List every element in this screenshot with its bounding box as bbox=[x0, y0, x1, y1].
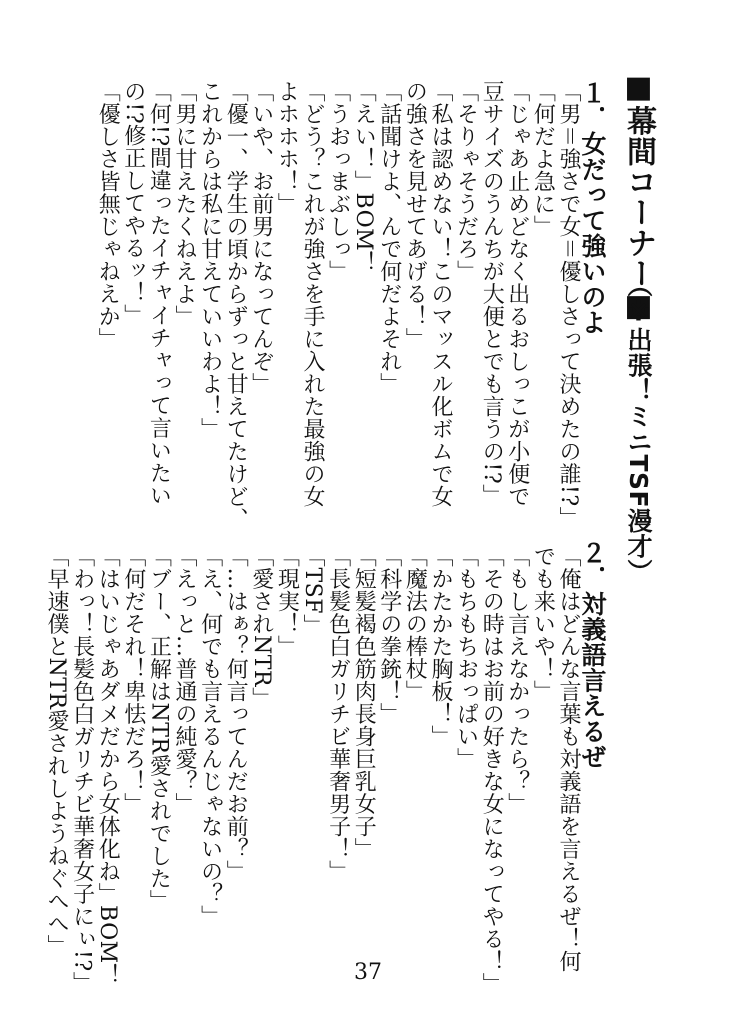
text-line: よホホホ！」 bbox=[274, 80, 300, 215]
text-line: 「愛されNTR」 bbox=[248, 545, 274, 710]
text-line: 「え、何でも言えるんじゃないの？」 bbox=[197, 545, 223, 928]
text-line: 「もし言えなかったら？」 bbox=[504, 545, 530, 815]
text-line: 「どう？これが強さを手に入れた最強の女 bbox=[300, 80, 325, 508]
text-line: 「じゃあ止めどなく出るおしっこが小便で bbox=[504, 80, 530, 508]
text-line: 「…はぁ？何言ってんだお前？」 bbox=[223, 545, 249, 883]
text-line: 「うおっまぶしっ」 bbox=[325, 80, 351, 283]
text-line: 「いや、お前男になってんぞ」 bbox=[248, 80, 274, 395]
text-line: でも来いや！」 bbox=[530, 545, 556, 703]
text-line: 「優一、学生の頃からずっと甘えてたけど、 bbox=[223, 80, 249, 530]
text-line: これからは私に甘えていいわよ！」 bbox=[197, 80, 223, 440]
text-line: の!?修正してやるッ！」 bbox=[120, 80, 146, 327]
text-line: 「その時はお前の好きな女になってやる！」 bbox=[479, 545, 505, 995]
text-line: 「短髪褐色筋肉長身巨乳女子」 bbox=[351, 545, 377, 860]
text-line: 「かたかた胸板！」 bbox=[428, 545, 453, 748]
text-line: 「男に甘えたくねえよ」 bbox=[172, 80, 197, 328]
text-line: 「はいじゃあダメだから女体化ね」BOM！ bbox=[95, 545, 121, 987]
text-line: 「俺はどんな言葉も対義語を言えるぜ！何 bbox=[556, 545, 581, 973]
text-line: 「そりゃそうだろ」 bbox=[453, 80, 479, 283]
text-line: 「話聞けよ、んで何だよそれ」 bbox=[376, 80, 402, 395]
text-line: 「長髪色白ガリチビ華奢男子！」 bbox=[325, 545, 351, 883]
text-line: の強さを見せてあげる！」 bbox=[402, 80, 428, 350]
text-line: 「何だよ急に」 bbox=[530, 80, 556, 238]
text-line: 「ブー、正解はNTR愛されでした」 bbox=[146, 545, 172, 912]
text-line: 「科学の拳銃！」 bbox=[376, 545, 402, 725]
section-1-heading: １．女だって強いのよ bbox=[578, 80, 607, 335]
text-line: 「優しさ皆無じゃねえか」 bbox=[95, 80, 121, 350]
text-line: 「TSF」 bbox=[300, 545, 325, 637]
text-line: 「えっと…普通の純愛？」 bbox=[172, 545, 197, 815]
page-title: ■幕間コーナー■ bbox=[621, 70, 656, 324]
page-subtitle: （※出張！ミニTSF漫才） bbox=[624, 272, 653, 585]
text-line: 「私は認めない！このマッスル化ボムで女 bbox=[428, 80, 453, 508]
text-line: 「何だそれ！卑怯だろ！」 bbox=[120, 545, 146, 815]
text-line: 「わっ！長髪色白ガリチビ華奢女子にぃ!?」 bbox=[69, 545, 95, 995]
text-line: 「何!?間違ったイチャイチャって言いたい bbox=[146, 80, 172, 507]
text-line: 「えい！」BOM！ bbox=[351, 80, 377, 274]
text-line: 豆サイズのうんちが大便とでも言うの!?」 bbox=[479, 80, 505, 507]
text-line: 「魔法の棒杖」 bbox=[402, 545, 428, 703]
section-2-heading: ２．対義語言えるぜ bbox=[578, 540, 607, 770]
page-number: 37 bbox=[354, 960, 382, 985]
text-line: 「現実！」 bbox=[274, 545, 300, 658]
text-line: 「早速僕とNTR愛されしようねぐへへ」 bbox=[44, 545, 69, 957]
text-line: 「男＝強さで女＝優しさって決めたの誰!?」 bbox=[556, 80, 581, 530]
text-line: 「もちもちおっぱい」 bbox=[453, 545, 479, 770]
